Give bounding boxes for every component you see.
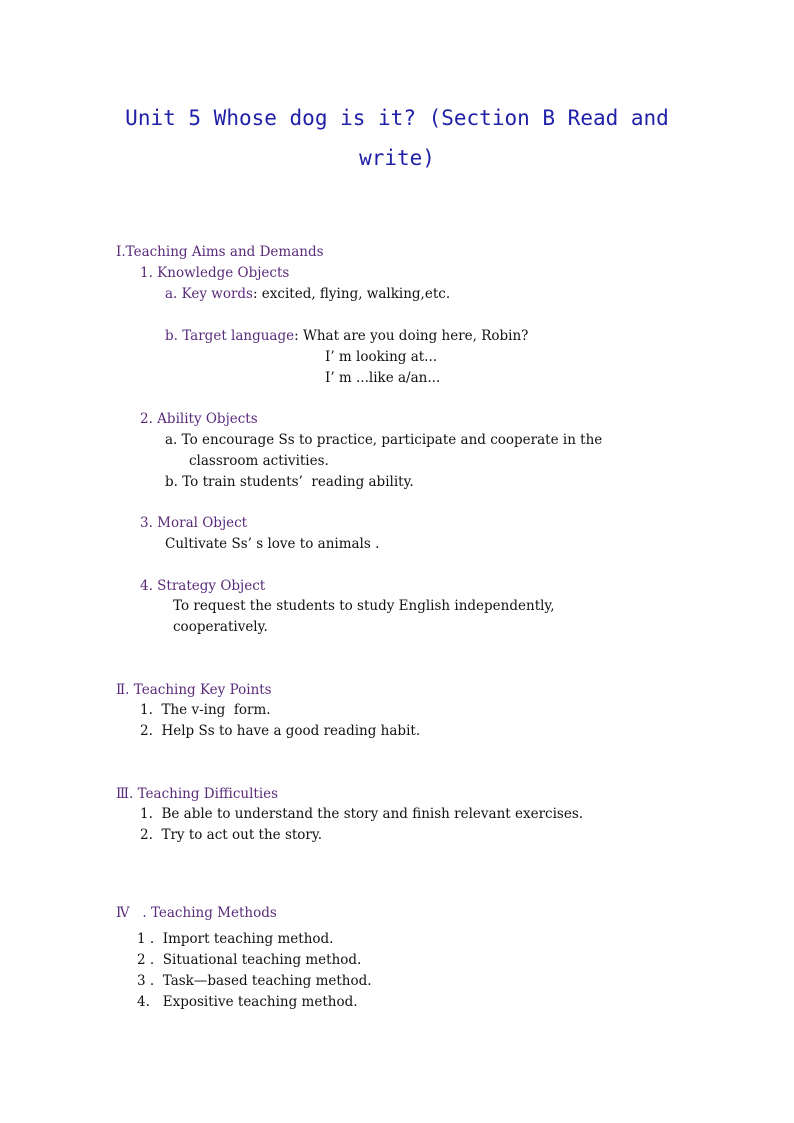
key-point-item: 1. The v-ing form. <box>140 702 271 718</box>
section-2-heading: Ⅱ. Teaching Key Points <box>116 682 272 698</box>
ability-b-line: b. To train students’ reading ability. <box>165 474 414 490</box>
page-title <box>110 98 684 178</box>
target-language-text: : What are you doing here, Robin? <box>294 328 529 344</box>
method-item: 3 . Task—based teaching method. <box>137 973 372 989</box>
strategy-line-1: To request the students to study English independently, <box>173 598 555 614</box>
ability-a-line-1: a. To encourage Ss to practice, participate and cooperate in the <box>165 432 603 448</box>
title-line-1: Unit 5 Whose dog is it? (Section B Read and <box>125 106 669 130</box>
moral-object-text: Cultivate Ss’ s love to animals . <box>165 536 380 552</box>
target-language-line <box>165 326 528 347</box>
moral-object-label: 3. Moral Object <box>140 515 248 531</box>
strategy-object-label: 4. Strategy Object <box>140 578 266 594</box>
section-4-heading: Ⅳ . Teaching Methods <box>116 905 277 921</box>
key-point-item: 2. Help Ss to have a good reading habit. <box>140 723 421 739</box>
method-item: 4. Expositive teaching method. <box>137 994 358 1010</box>
target-language-line-3: I’ m ...like a/an... <box>325 370 441 386</box>
knowledge-objects-label: 1. Knowledge Objects <box>140 265 290 281</box>
section-3-heading: Ⅲ. Teaching Difficulties <box>116 786 279 802</box>
difficulty-item: 2. Try to act out the story. <box>140 827 323 843</box>
target-language-label: b. Target language <box>165 328 295 344</box>
strategy-line-2: cooperatively. <box>173 619 268 635</box>
method-item: 2 . Situational teaching method. <box>137 952 362 968</box>
ability-objects-label: 2. Ability Objects <box>140 411 258 427</box>
key-words-text: : excited, flying, walking,etc. <box>252 286 451 302</box>
method-item: 1 . Import teaching method. <box>137 931 334 947</box>
title-line-2: write) <box>359 146 435 170</box>
key-words-line <box>165 284 450 305</box>
target-language-line-2: I’ m looking at... <box>325 349 438 365</box>
section-1-heading: Ⅰ.Teaching Aims and Demands <box>116 244 324 260</box>
ability-a-line-2: classroom activities. <box>189 453 329 469</box>
key-words-label: a. Key words <box>165 286 253 302</box>
difficulty-item: 1. Be able to understand the story and finish relevant exercises. <box>140 806 584 822</box>
